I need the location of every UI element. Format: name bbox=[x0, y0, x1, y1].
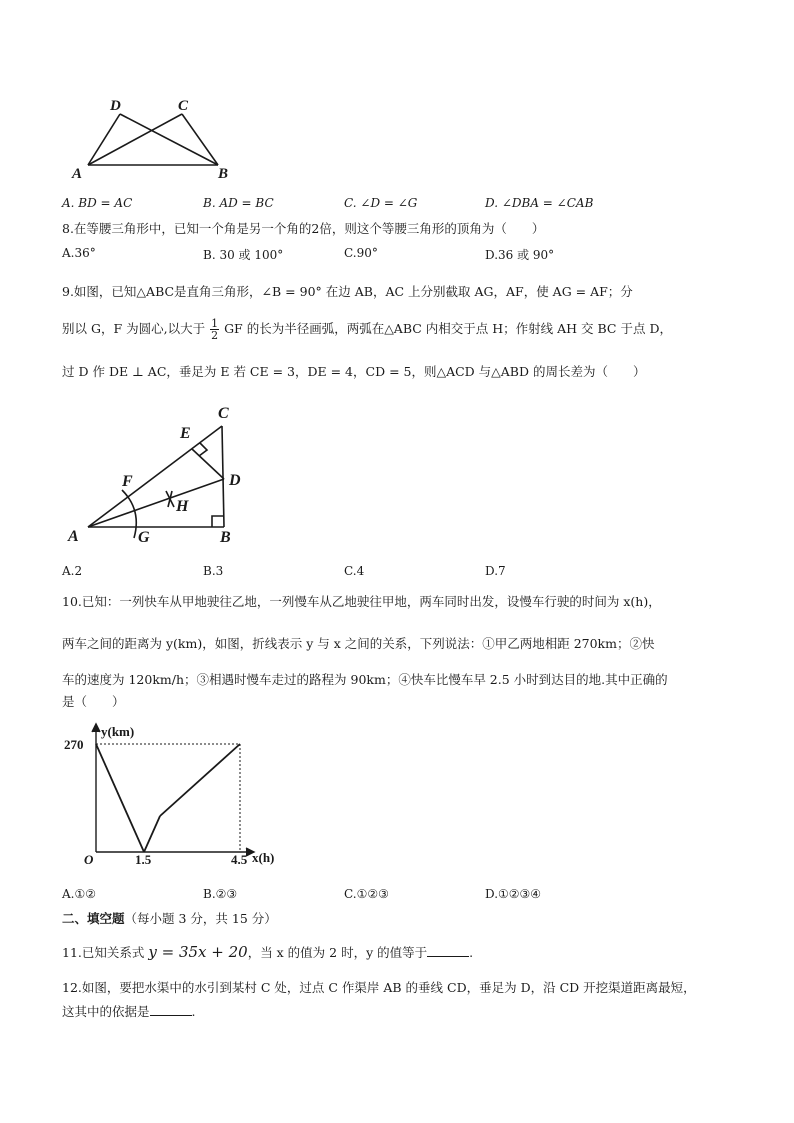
label-c: C bbox=[218, 405, 229, 422]
q9-option-d[interactable]: D.7 bbox=[485, 564, 506, 578]
y-tick-label: 270 bbox=[64, 737, 84, 752]
y-axis-label: y(km) bbox=[101, 724, 135, 739]
segment-ad bbox=[88, 479, 224, 527]
x-axis-label: x(h) bbox=[252, 850, 275, 865]
label-d: D bbox=[229, 472, 241, 489]
label-b: B bbox=[218, 166, 229, 182]
right-triangle-figure bbox=[62, 398, 262, 548]
q10-line-2: 两车之间的距离为 y(km)，如图，折线表示 y 与 x 之间的关系，下列说法：①甲乙两地相距 270km；②快 bbox=[62, 636, 655, 651]
section-note: （每小题 3 分，共 15 分） bbox=[124, 911, 277, 926]
answer-blank[interactable] bbox=[427, 944, 469, 957]
q8-option-b[interactable]: B. 30 或 100° bbox=[203, 248, 284, 262]
q7-option-c[interactable]: C. ∠D = ∠G bbox=[344, 196, 418, 210]
q10-option-b[interactable]: B.②③ bbox=[203, 887, 238, 901]
segment-ac bbox=[88, 426, 222, 527]
q11-text bbox=[62, 944, 473, 961]
q8-option-a[interactable]: A.36° bbox=[62, 246, 96, 260]
label-d: D bbox=[110, 98, 121, 114]
label-b: B bbox=[220, 529, 231, 546]
q9-line-2 bbox=[62, 318, 672, 341]
q7-option-d[interactable]: D. ∠DBA = ∠CAB bbox=[485, 196, 594, 210]
q10-option-c[interactable]: C.①②③ bbox=[344, 887, 389, 901]
q9-line-1: 9.如图，已知△ABC是直角三角形，∠B = 90° 在边 AB，AC 上分别截取 AG，AF，使 AG = AF；分 bbox=[62, 284, 633, 299]
q11-end: . bbox=[469, 945, 474, 960]
q11-part-a: 11.已知关系式 bbox=[62, 945, 149, 960]
section-title: 二、填空题 bbox=[62, 911, 125, 926]
x-tick-label: 4.5 bbox=[231, 852, 248, 867]
q10-option-d[interactable]: D.①②③④ bbox=[485, 887, 542, 901]
q7-option-a[interactable]: A. BD = AC bbox=[62, 196, 133, 210]
q12-end: . bbox=[191, 1004, 196, 1019]
q9-line-3: 过 D 作 DE ⊥ AC，垂足为 E 若 CE = 3，DE = 4，CD = 5，则△ACD 与△ABD 的周长差为（ ） bbox=[62, 364, 646, 379]
segment-ad bbox=[88, 114, 120, 165]
y-axis-arrow bbox=[92, 724, 100, 732]
x-tick-label: 1.5 bbox=[135, 852, 152, 867]
label-g: G bbox=[138, 529, 150, 546]
segment-cb bbox=[182, 114, 218, 165]
q9-line-2-part-a: 别以 G，F 为圆心,以大于 bbox=[62, 321, 206, 336]
q8-option-c[interactable]: C.90° bbox=[344, 246, 378, 260]
q9-option-a[interactable]: A.2 bbox=[62, 564, 83, 578]
answer-blank[interactable] bbox=[150, 1003, 192, 1016]
q10-line-3: 车的速度为 120km/h；③相遇时慢车走过的路程为 90km；④快车比慢车早 2.5 小时到达目的地.其中正确的 bbox=[62, 672, 668, 687]
right-angle-mark-b bbox=[212, 516, 224, 527]
distance-time-chart bbox=[62, 720, 292, 870]
origin-label: O bbox=[84, 852, 94, 867]
series-segment bbox=[144, 816, 160, 852]
q12-line-2-text: 这其中的依据是 bbox=[62, 1004, 150, 1019]
label-h: H bbox=[176, 498, 189, 515]
q9-option-c[interactable]: C.4 bbox=[344, 564, 365, 578]
right-angle-mark-e bbox=[199, 443, 207, 456]
q9-option-b[interactable]: B.3 bbox=[203, 564, 224, 578]
q8-stem: 8.在等腰三角形中，已知一个角是另一个角的2倍，则这个等腰三角形的顶角为（ ） bbox=[62, 221, 545, 236]
one-half-fraction bbox=[210, 318, 219, 341]
q9-line-2-part-b: GF 的长为半径画弧，两弧在△ABC 内相交于点 H；作射线 AH 交 BC 于点 D， bbox=[224, 321, 672, 336]
q11-part-b: ，当 x 的值为 2 时，y 的值等于 bbox=[247, 945, 428, 960]
q12-line-1: 12.如图，要把水渠中的水引到某村 C 处，过点 C 作渠岸 AB 的垂线 CD，垂足为 D，沿 CD 开挖渠道距离最短， bbox=[62, 980, 696, 995]
label-a: A bbox=[72, 166, 83, 182]
q10-line-1: 10.已知：一列快车从甲地驶往乙地，一列慢车从乙地驶往甲地，两车同时出发，设慢车行驶的时间为 x(h)， bbox=[62, 594, 661, 609]
q8-option-d[interactable]: D.36 或 90° bbox=[485, 248, 555, 262]
fraction-denominator: 2 bbox=[211, 329, 219, 342]
section-heading bbox=[62, 911, 277, 927]
label-e: E bbox=[180, 425, 191, 442]
label-a: A bbox=[68, 528, 79, 545]
series-segment bbox=[160, 744, 240, 816]
q10-line-4: 是（ ） bbox=[62, 694, 125, 709]
q11-expression: y = 35x + 20 bbox=[148, 943, 248, 961]
segment-de bbox=[192, 449, 224, 479]
label-c: C bbox=[178, 98, 189, 114]
quadrilateral-figure bbox=[70, 92, 240, 184]
fraction-numerator: 1 bbox=[211, 317, 219, 330]
q7-option-b[interactable]: B. AD = BC bbox=[203, 196, 274, 210]
series-segment bbox=[96, 744, 144, 852]
label-f: F bbox=[122, 473, 133, 490]
q12-line-2 bbox=[62, 1003, 196, 1020]
q10-option-a[interactable]: A.①② bbox=[62, 887, 96, 901]
